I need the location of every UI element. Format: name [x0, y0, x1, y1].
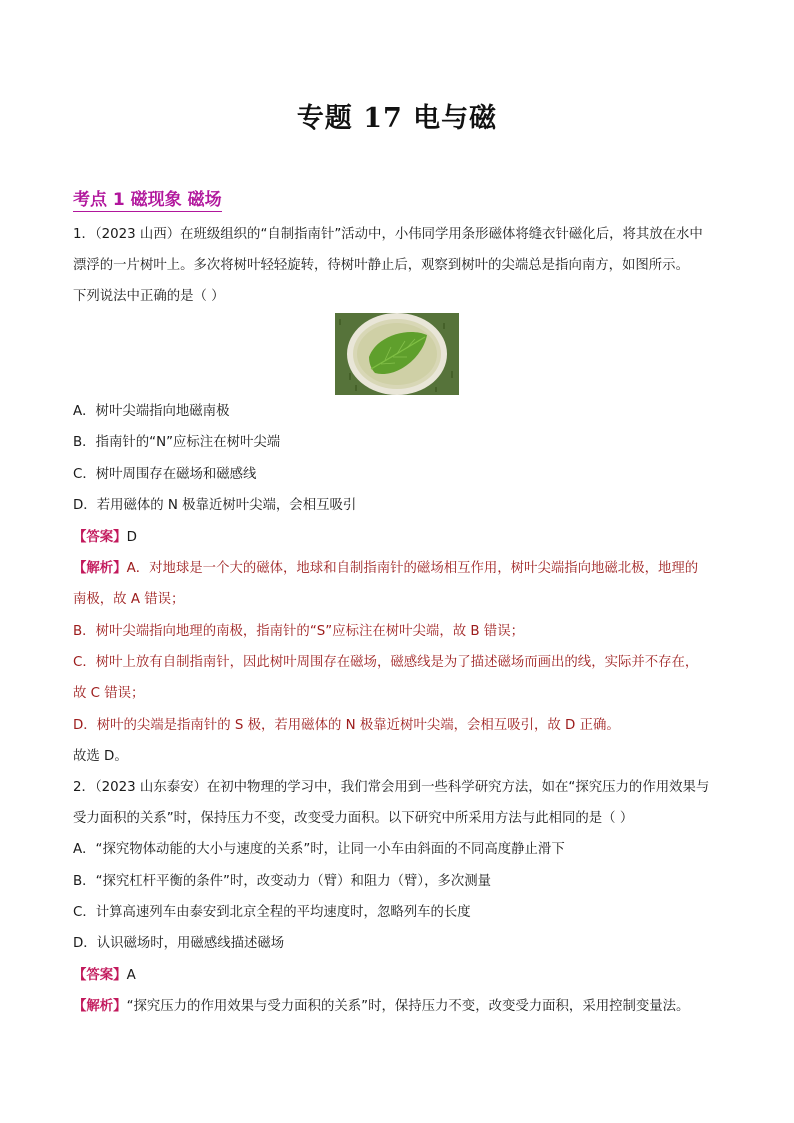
answer-tag: 【答案】	[73, 530, 127, 545]
q2-option-b: B．“探究杠杆平衡的条件”时，改变动力（臂）和阻力（臂），多次测量	[73, 874, 492, 889]
q1-analysis-line-3: B．树叶尖端指向地理的南极，指南针的“S”应标注在树叶尖端，故 B 错误；	[73, 624, 524, 639]
q1-conclusion: 故选 D。	[73, 749, 128, 764]
analysis-tag: 【解析】	[73, 999, 127, 1014]
q1-analysis-line-6: D．树叶的尖端是指南针的 S 极，若用磁体的 N 极靠近树叶尖端，会相互吸引，故 D 正确。	[73, 718, 620, 733]
section-heading: 考点 1 磁现象 磁场	[73, 185, 222, 212]
analysis-text: A．对地球是一个大的磁体，地球和自制指南针的磁场相互作用，树叶尖端指向地磁北极，地理的	[126, 561, 699, 576]
q2-stem-line-1: 2．（2023 山东泰安）在初中物理的学习中，我们常会用到一些科学研究方法，如在“探究压力的作用效果与	[73, 780, 710, 795]
q2-stem-line-2: 受力面积的关系”时，保持压力不变，改变受力面积。以下研究中所采用方法与此相同的是（ ）	[73, 811, 634, 826]
q2-option-a: A．“探究物体动能的大小与速度的关系”时，让同一小车由斜面的不同高度静止滑下	[73, 842, 565, 857]
page-title: 专题 17 电与磁	[296, 103, 498, 134]
answer-tag: 【答案】	[73, 968, 127, 983]
q1-analysis-line-1	[73, 560, 698, 578]
q1-stem-line-1: 1．（2023 山西）在班级组织的“自制指南针”活动中，小伟同学用条形磁体将缝衣针磁化后，将其放在水中	[73, 227, 703, 242]
q1-option-a: A．树叶尖端指向地磁南极	[73, 404, 230, 419]
analysis-tag: 【解析】	[73, 561, 127, 576]
q1-stem-line-3: 下列说法中正确的是（ ）	[73, 289, 225, 304]
q1-analysis-line-2: 南极，故 A 错误；	[73, 592, 185, 607]
q1-option-d: D．若用磁体的 N 极靠近树叶尖端，会相互吸引	[73, 498, 357, 513]
q1-analysis-line-4: C．树叶上放有自制指南针，因此树叶周围存在磁场，磁感线是为了描述磁场而画出的线，实际并不存在，	[73, 655, 699, 670]
answer-value: A	[126, 968, 136, 983]
q1-option-b: B．指南针的“N”应标注在树叶尖端	[73, 435, 281, 450]
answer-value: D	[126, 530, 137, 545]
q2-answer	[73, 967, 136, 985]
q2-option-d: D．认识磁场时，用磁感线描述磁场	[73, 936, 285, 951]
q1-answer	[73, 529, 137, 547]
q1-analysis-line-5: 故 C 错误；	[73, 686, 145, 701]
leaf-in-water-photo	[335, 313, 459, 395]
q2-analysis-line-1	[73, 998, 689, 1016]
analysis-text: “探究压力的作用效果与受力面积的关系”时，保持压力不变，改变受力面积，采用控制变量法。	[126, 999, 690, 1014]
q1-stem-line-2: 漂浮的一片树叶上。多次将树叶轻轻旋转，待树叶静止后，观察到树叶的尖端总是指向南方，如图所示。	[73, 258, 689, 273]
q2-option-c: C．计算高速列车由泰安到北京全程的平均速度时，忽略列车的长度	[73, 905, 471, 920]
q1-option-c: C．树叶周围存在磁场和磁感线	[73, 467, 257, 482]
